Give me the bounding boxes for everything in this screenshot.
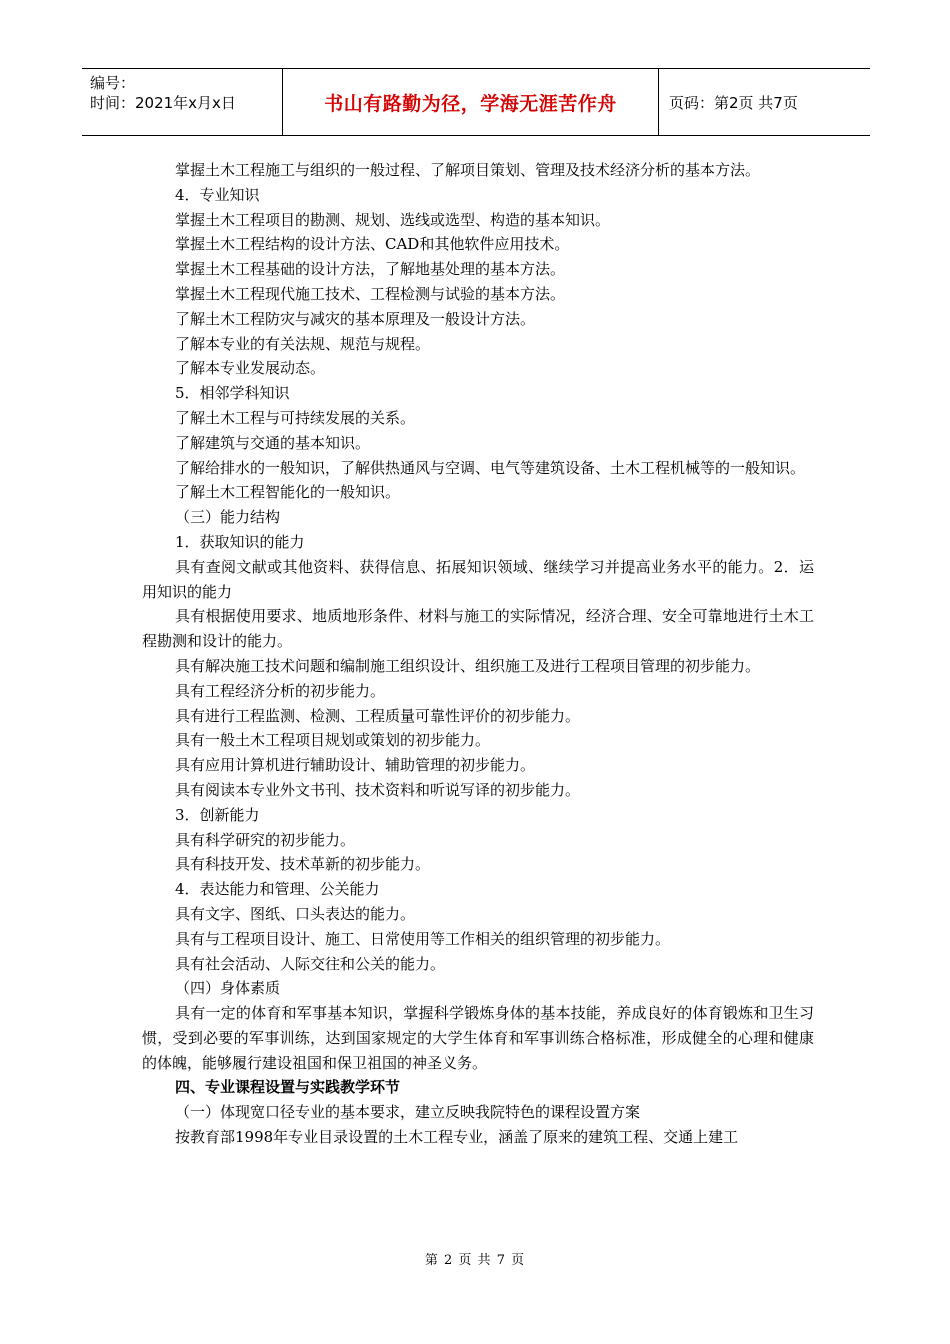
body-paragraph: （四）身体素质: [175, 979, 281, 998]
section-heading: 四、专业课程设置与实践教学环节: [175, 1078, 401, 1097]
body-paragraph: 具有根据使用要求、地质地形条件、材料与施工的实际情况，经济合理、安全可靠地进行土木工程勘测和设计的能力。: [142, 607, 814, 651]
body-paragraph: 具有一般土木工程项目规划或策划的初步能力。: [175, 731, 491, 750]
body-paragraph: 具有阅读本专业外文书刊、技术资料和听说写译的初步能力。: [175, 780, 581, 799]
document-header: [82, 68, 870, 136]
body-paragraph: 4．专业知识: [175, 185, 260, 204]
body-paragraph: 掌握土木工程现代施工技术、工程检测与试验的基本方法。: [175, 284, 566, 303]
body-paragraph: 了解建筑与交通的基本知识。: [175, 433, 371, 452]
header-page-info: 页码：第2页 共7页: [669, 93, 798, 112]
body-paragraph: 具有科技开发、技术革新的初步能力。: [175, 855, 431, 874]
body-paragraph: 具有社会活动、人际交往和公关的能力。: [175, 954, 446, 973]
document-time-label: 时间：2021年x月x日: [90, 94, 236, 112]
body-paragraph: 了解土木工程智能化的一般知识。: [175, 483, 401, 502]
body-paragraph: 1．获取知识的能力: [175, 532, 305, 551]
document-body: [142, 158, 814, 1150]
body-paragraph: 了解本专业的有关法规、规范与规程。: [175, 334, 431, 353]
body-paragraph: 掌握土木工程施工与组织的一般过程、了解项目策划、管理及技术经济分析的基本方法。: [175, 161, 761, 179]
body-paragraph: （一）体现宽口径专业的基本要求，建立反映我院特色的课程设置方案: [175, 1103, 641, 1122]
body-paragraph: 了解土木工程防灾与减灾的基本原理及一般设计方法。: [175, 309, 536, 328]
page-footer: 第 2 页 共 7 页: [424, 1253, 526, 1268]
body-paragraph: 掌握土木工程基础的设计方法，了解地基处理的基本方法。: [175, 260, 566, 279]
body-paragraph: 掌握土木工程项目的勘测、规划、选线或选型、构造的基本知识。: [175, 210, 611, 229]
body-paragraph: 了解给排水的一般知识，了解供热通风与空调、电气等建筑设备、土木工程机械等的一般知识。: [175, 458, 806, 477]
body-paragraph: 掌握土木工程结构的设计方法、CAD和其他软件应用技术。: [175, 235, 570, 254]
body-paragraph: 具有工程经济分析的初步能力。: [175, 681, 386, 700]
body-paragraph: 具有解决施工技术问题和编制施工组织设计、组织施工及进行工程项目管理的初步能力。: [175, 656, 761, 675]
body-paragraph: 具有查阅文献或其他资料、获得信息、拓展知识领域、继续学习并提高业务水平的能力。2．运用知识的能力: [142, 557, 814, 601]
document-number-label: 编号：: [90, 74, 136, 92]
body-paragraph: 了解本专业发展动态。: [175, 359, 326, 378]
body-paragraph: 具有进行工程监测、检测、工程质量可靠性评价的初步能力。: [175, 706, 581, 725]
header-meta: [82, 69, 283, 135]
body-paragraph: 具有文字、图纸、口头表达的能力。: [175, 904, 416, 923]
body-paragraph: 了解土木工程与可持续发展的关系。: [175, 408, 416, 427]
body-paragraph: 具有一定的体育和军事基本知识，掌握科学锻炼身体的基本技能，养成良好的体育锻炼和卫生习惯，受到必要的军事训练，达到国家规定的大学生体育和军事训练合格标准，形成健全的心理和健康的体魄，能够履行建设祖国和保卫祖国的神圣义务。: [142, 1004, 814, 1072]
body-paragraph: 4．表达能力和管理、公关能力: [175, 880, 380, 899]
header-motto: 书山有路勤为径，学海无涯苦作舟: [283, 69, 659, 135]
body-paragraph: 按教育部1998年专业目录设置的土木工程专业，涵盖了原来的建筑工程、交通上建工: [175, 1128, 739, 1147]
body-paragraph: 具有应用计算机进行辅助设计、辅助管理的初步能力。: [175, 756, 536, 775]
body-paragraph: （三）能力结构: [175, 508, 281, 527]
body-paragraph: 具有与工程项目设计、施工、日常使用等工作相关的组织管理的初步能力。: [175, 929, 671, 948]
body-paragraph: 3．创新能力: [175, 805, 260, 824]
body-paragraph: 5．相邻学科知识: [175, 384, 290, 403]
body-paragraph: 具有科学研究的初步能力。: [175, 830, 356, 849]
